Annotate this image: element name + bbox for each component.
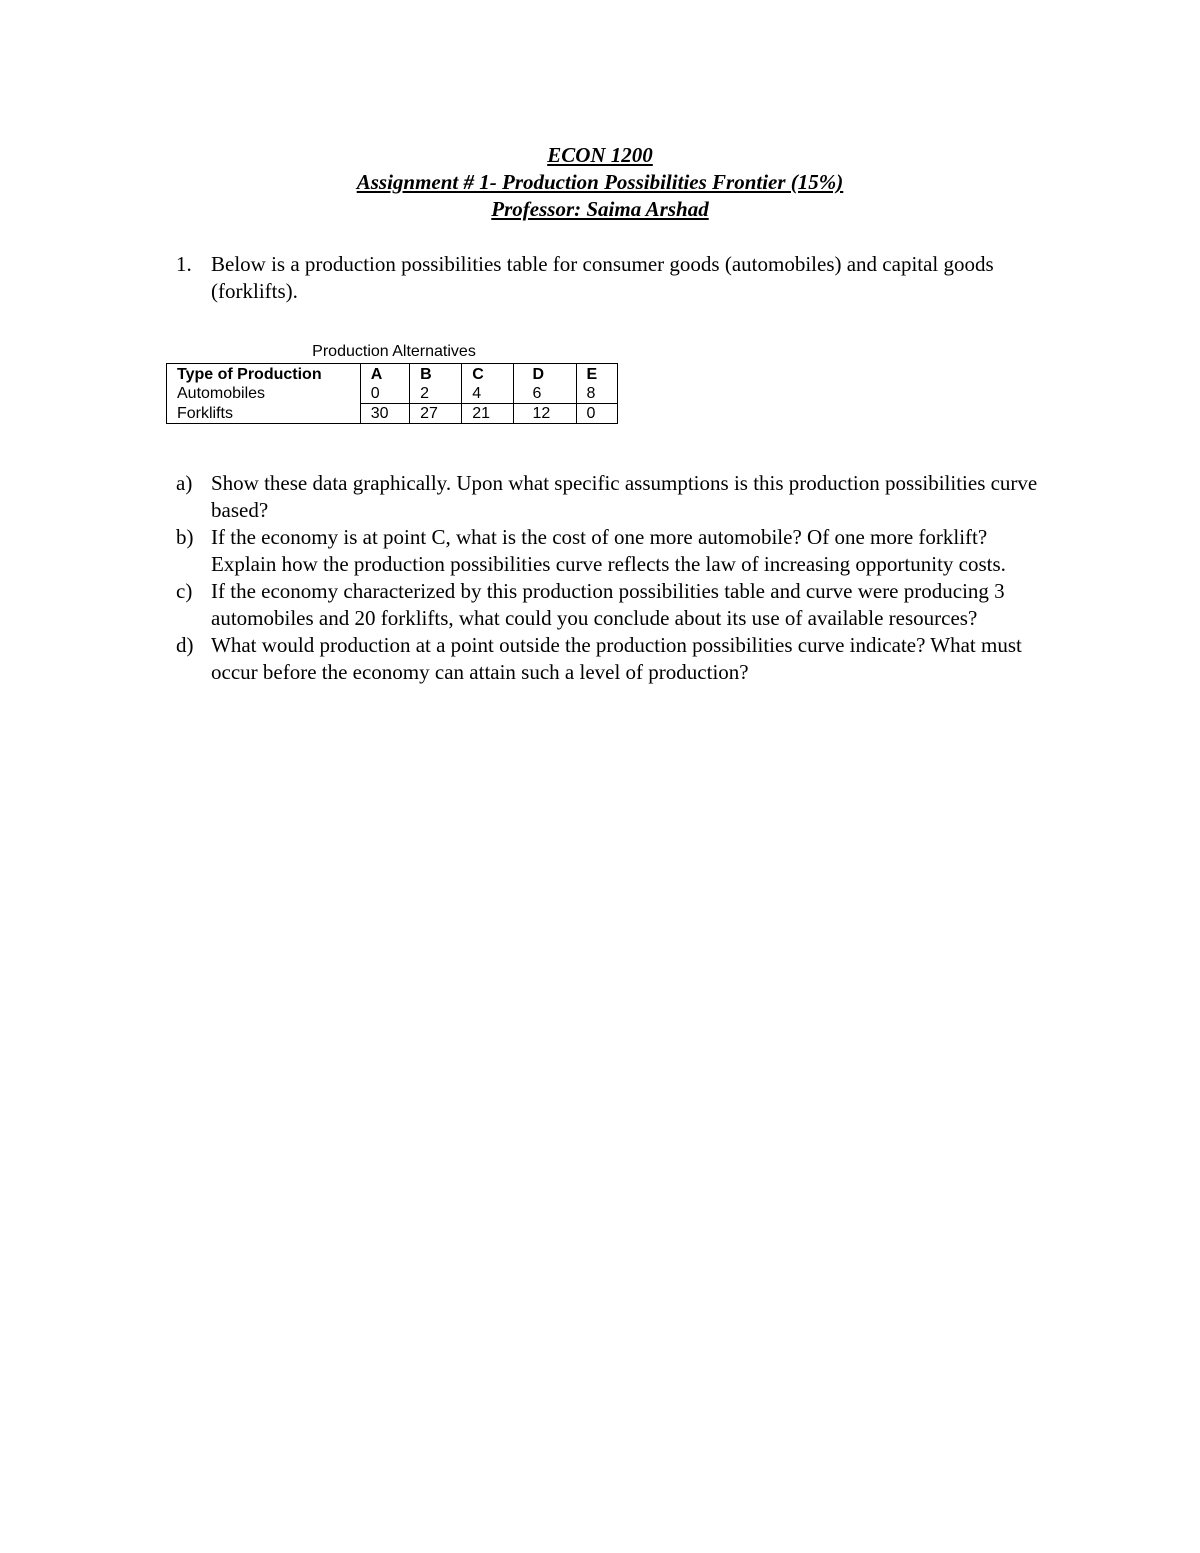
subquestion-a xyxy=(176,470,1056,524)
table-cell: 4 xyxy=(462,384,514,404)
table-cell: 27 xyxy=(410,404,462,424)
question-1 xyxy=(176,251,1046,305)
question-text: Below is a production possibilities table for consumer goods (automobiles) and capital goods (forklifts). xyxy=(211,252,994,303)
subquestion-c xyxy=(176,578,1056,632)
table-cell: 0 xyxy=(360,384,409,404)
table-header-cell: E xyxy=(576,364,617,385)
production-table-block xyxy=(166,342,618,424)
table-cell: 8 xyxy=(576,384,617,404)
subquestion-d xyxy=(176,632,1056,686)
table-cell: 12 xyxy=(514,404,576,424)
production-alternatives-table xyxy=(166,363,618,424)
subquestion-text: Show these data graphically. Upon what specific assumptions is this production possibilities curve based? xyxy=(211,471,1038,522)
table-cell: Automobiles xyxy=(167,384,361,404)
subquestion-text: If the economy is at point C, what is the cost of one more automobile? Of one more forklift? Explain how the production possibilities curve reflects the law of increasing opportunity costs. xyxy=(211,525,1006,576)
subquestion-letter: b) xyxy=(176,525,194,549)
table-cell: Forklifts xyxy=(167,404,361,424)
subquestion-text: If the economy characterized by this production possibilities table and curve were producing 3 automobiles and 20 forklifts, what could you conclude about its use of available resources? xyxy=(211,579,1005,630)
course-title: ECON 1200 xyxy=(547,143,653,167)
table-header-cell: D xyxy=(514,364,576,385)
table-caption: Production Alternatives xyxy=(312,343,476,360)
table-cell: 30 xyxy=(360,404,409,424)
subquestion-b xyxy=(176,524,1056,578)
table-row xyxy=(167,404,618,424)
assignment-title: Assignment # 1- Production Possibilities Frontier (15%) xyxy=(356,170,844,194)
professor-name: Professor: Saima Arshad xyxy=(491,197,709,221)
table-header-cell: Type of Production xyxy=(167,364,361,385)
table-cell: 6 xyxy=(514,384,576,404)
table-cell: 21 xyxy=(462,404,514,424)
subquestion-list xyxy=(176,470,1056,686)
question-number: 1. xyxy=(176,252,192,276)
table-cell: 2 xyxy=(410,384,462,404)
table-header-cell: A xyxy=(360,364,409,385)
table-row xyxy=(167,384,618,404)
subquestion-letter: d) xyxy=(176,633,194,657)
subquestion-text: What would production at a point outside the production possibilities curve indicate? What must occur before the economy can attain such a level of production? xyxy=(211,633,1022,684)
subquestion-letter: c) xyxy=(176,579,193,603)
table-cell: 0 xyxy=(576,404,617,424)
subquestion-letter: a) xyxy=(176,471,193,495)
table-header-cell: B xyxy=(410,364,462,385)
table-header-row xyxy=(167,364,618,385)
document-header xyxy=(0,142,1200,223)
table-header-cell: C xyxy=(462,364,514,385)
